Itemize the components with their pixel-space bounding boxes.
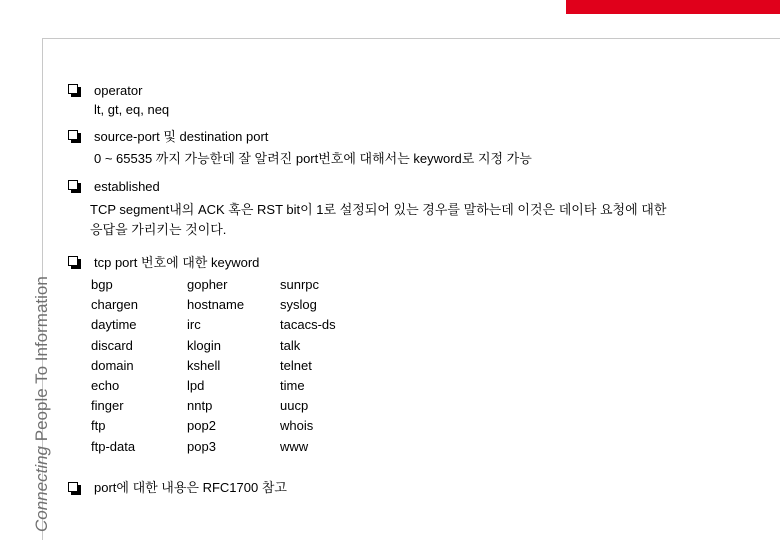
keyword-item: whois bbox=[280, 418, 314, 434]
header-accent-bar bbox=[566, 0, 780, 14]
established-body-line2: 응답을 가리키는 것이다. bbox=[90, 222, 227, 237]
top-divider bbox=[42, 38, 780, 39]
keyword-item: hostname bbox=[187, 297, 245, 313]
keyword-column-3 bbox=[280, 275, 336, 457]
bullet-icon bbox=[68, 130, 82, 144]
operator-title: operator bbox=[94, 83, 143, 98]
keyword-item: daytime bbox=[91, 317, 137, 333]
keyword-item: gopher bbox=[187, 277, 228, 292]
established-title: established bbox=[94, 179, 160, 194]
established-body-line1: TCP segment내의 ACK 혹은 RST bit이 1로 설정되어 있는 경우를 말하는데 이것은 데이타 요청에 대한 bbox=[90, 202, 667, 217]
keyword-item: pop2 bbox=[187, 418, 216, 434]
keyword-item: irc bbox=[187, 317, 201, 333]
keyword-item: klogin bbox=[187, 337, 221, 353]
side-slogan-italic: Connecting bbox=[32, 445, 51, 532]
keyword-item: domain bbox=[91, 357, 134, 373]
keyword-item: syslog bbox=[280, 297, 317, 313]
keyword-column-1 bbox=[91, 275, 138, 457]
tcp-keywords-title: tcp port 번호에 대한 keyword bbox=[94, 255, 260, 270]
keyword-item: echo bbox=[91, 378, 120, 394]
bullet-icon bbox=[68, 256, 82, 270]
keyword-item: uucp bbox=[280, 398, 309, 414]
keyword-item: pop3 bbox=[187, 438, 216, 454]
keyword-item: discard bbox=[91, 337, 133, 353]
keyword-item: tacacs-ds bbox=[280, 317, 336, 333]
keyword-item: lpd bbox=[187, 378, 205, 394]
source-port-title: source-port 및 destination port bbox=[94, 129, 269, 144]
side-slogan-rest: People To Information bbox=[32, 276, 51, 446]
keyword-item: talk bbox=[280, 337, 301, 353]
keyword-item: ftp-data bbox=[91, 438, 136, 454]
bullet-icon bbox=[68, 180, 82, 194]
keyword-item: www bbox=[280, 438, 309, 454]
keyword-item: chargen bbox=[91, 297, 138, 313]
keyword-item: ftp bbox=[91, 418, 106, 434]
keyword-item: sunrpc bbox=[280, 277, 320, 292]
keyword-item: nntp bbox=[187, 398, 213, 414]
keyword-item: finger bbox=[91, 398, 124, 414]
keyword-item: kshell bbox=[187, 357, 221, 373]
rfc-note: port에 대한 내용은 RFC1700 참고 bbox=[94, 480, 287, 495]
source-port-body: 0 ~ 65535 까지 가능한데 잘 알려진 port번호에 대해서는 keyword로 지정 가능 bbox=[94, 151, 532, 166]
side-slogan bbox=[32, 276, 52, 532]
bullet-icon bbox=[68, 482, 82, 496]
bullet-icon bbox=[68, 84, 82, 98]
keyword-column-2 bbox=[187, 275, 244, 457]
operator-body: lt, gt, eq, neq bbox=[94, 102, 170, 117]
keyword-item: telnet bbox=[280, 357, 312, 373]
keyword-item: time bbox=[280, 378, 305, 394]
keyword-item: bgp bbox=[91, 277, 113, 292]
